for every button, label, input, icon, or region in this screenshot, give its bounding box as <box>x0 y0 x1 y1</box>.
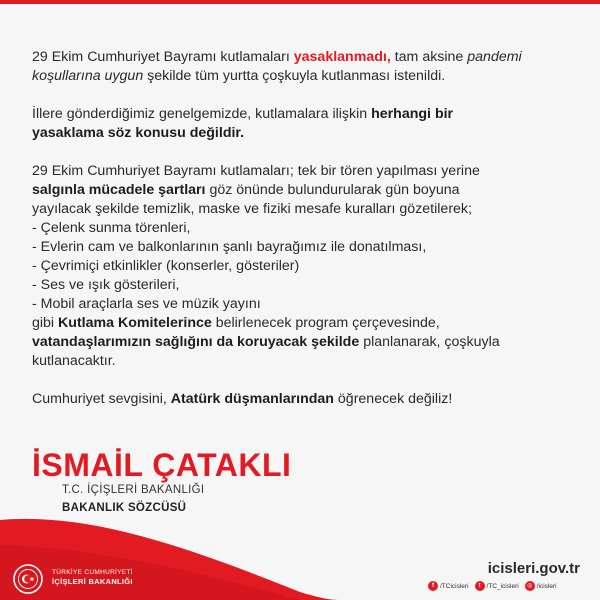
twitter-handle: /TC_icisleri <box>486 582 519 590</box>
text: tam aksine <box>390 49 468 65</box>
text: göz önünde bulundurularak gün boyuna <box>205 182 460 198</box>
italic-text: koşullarına uygun <box>32 68 144 84</box>
highlight-not-banned: yasaklanmadı, <box>293 49 391 65</box>
spokesperson-name: İSMAİL ÇATAKLI <box>32 447 292 483</box>
facebook-icon: f <box>428 581 438 591</box>
facebook-link[interactable] <box>428 581 469 591</box>
list-item: - Ses ve ışık gösterileri, <box>32 277 180 293</box>
list-item: - Çelenk sunma törenleri, <box>32 220 191 236</box>
italic-text: pandemi <box>467 49 522 65</box>
text: 29 Ekim Cumhuriyet Bayramı kutlamaları <box>32 49 294 65</box>
instagram-handle: /icisleri <box>536 582 557 590</box>
text: Cumhuriyet sevgisini, <box>32 391 171 407</box>
list-item: - Evlerin cam ve balkonlarının şanlı bayrağımız ile donatılması, <box>32 239 427 255</box>
text: şekilde tüm yurtta çoşkuyla kutlanması istenildi. <box>143 68 446 84</box>
bold-text: vatandaşlarımızın sağlığını da koruyacak şekilde <box>32 334 360 350</box>
twitter-icon: t <box>475 581 485 591</box>
list-item: - Çevrimiçi etkinlikler (konserler, gösteriler) <box>32 258 300 274</box>
bold-text: herhangi bir <box>371 106 454 122</box>
instagram-icon: ◎ <box>525 581 535 591</box>
text: gibi <box>32 315 59 331</box>
bold-text: yasaklama söz konusu değildir. <box>32 125 245 141</box>
ministry-name: T.C. İÇİŞLERİ BAKANLIĞI <box>62 484 205 496</box>
text-line: kutlanacaktır. <box>32 353 116 369</box>
text: belirlenecek program çerçevesinde, <box>211 315 440 331</box>
text: İllere gönderdiğimiz genelgemizde, kutlamalara ilişkin <box>32 106 372 122</box>
instagram-link[interactable] <box>525 581 557 591</box>
ministry-emblem-icon <box>12 563 44 595</box>
facebook-handle: /TCicisleri <box>440 582 469 590</box>
ministry-logo-text <box>52 569 133 586</box>
text: öğrenecek değiliz! <box>333 391 453 407</box>
list-item: - Mobil araçlarla ses ve müzik yayını <box>32 296 261 312</box>
bold-text: Atatürk düşmanlarından <box>170 391 334 407</box>
spokesperson-title: BAKANLIK SÖZCÜSÜ <box>62 502 187 514</box>
text-line: yayılacak şekilde temizlik, maske ve fiziki mesafe kuralları gözetilerek; <box>32 201 472 217</box>
website-link[interactable]: icisleri.gov.tr <box>487 560 580 577</box>
logo-line-2: İÇİŞLERİ BAKANLIĞI <box>52 577 133 586</box>
twitter-link[interactable] <box>475 581 519 591</box>
text: planlanarak, çoşkuyla <box>359 334 500 350</box>
bold-text: Kutlama Komitelerince <box>58 315 212 331</box>
logo-line-1: TÜRKİYE CUMHURİYETİ <box>52 569 133 576</box>
bold-text: salgınla mücadele şartları <box>32 182 206 198</box>
text-line: 29 Ekim Cumhuriyet Bayramı kutlamaları; tek bir tören yapılması yerine <box>32 163 480 179</box>
social-links <box>428 581 557 591</box>
